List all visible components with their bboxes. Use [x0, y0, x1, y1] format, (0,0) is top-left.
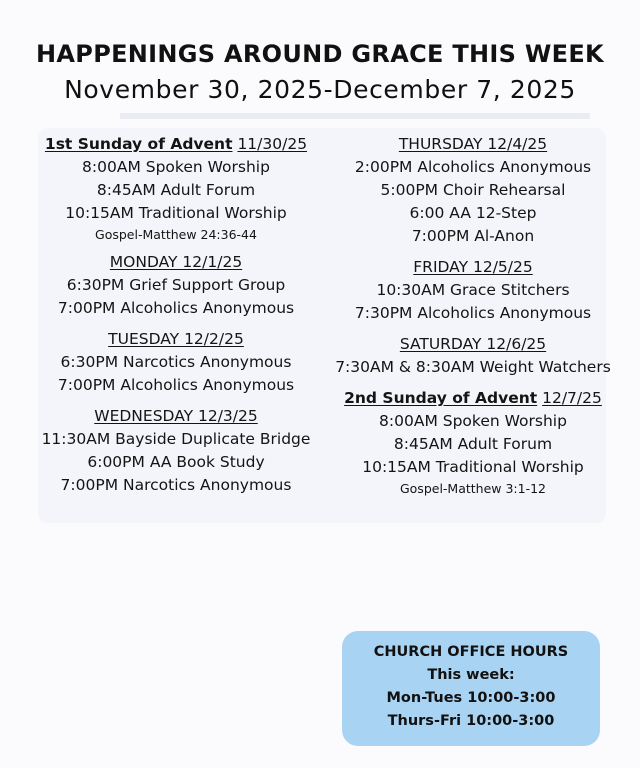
event-item: 7:30PM Alcoholics Anonymous	[354, 304, 592, 322]
day-block-monday	[28, 251, 324, 320]
day-heading-text: FRIDAY 12/5/25	[413, 258, 533, 276]
event-item: 7:00PM Al-Anon	[411, 227, 535, 245]
day-heading-text: SATURDAY 12/6/25	[399, 335, 547, 353]
event-item: 11:30AM Bayside Duplicate Bridge	[41, 430, 311, 448]
event-item: 8:45AM Adult Forum	[393, 435, 553, 453]
office-hours-subtitle: This week:	[427, 667, 515, 683]
event-item: 7:00PM Alcoholics Anonymous	[57, 376, 295, 394]
day-heading	[28, 328, 324, 351]
day-heading-text: WEDNESDAY 12/3/25	[94, 407, 258, 425]
day-heading	[323, 333, 623, 356]
day-block-thursday	[323, 133, 623, 248]
day-heading	[28, 133, 324, 156]
day-block-saturday	[323, 333, 623, 379]
bleed-through-strip	[120, 113, 590, 119]
event-item: 7:30AM & 8:30AM Weight Watchers	[335, 358, 611, 376]
day-block-advent-1	[28, 133, 324, 245]
day-heading	[323, 133, 623, 156]
gospel-reading: Gospel-Matthew 24:36-44	[95, 227, 257, 242]
event-item: 10:15AM Traditional Worship	[362, 458, 584, 476]
event-item: 8:00AM Spoken Worship	[82, 158, 270, 176]
event-item: 2:00PM Alcoholics Anonymous	[354, 158, 592, 176]
event-item: 6:00 AA 12-Step	[409, 204, 537, 222]
day-block-friday	[323, 256, 623, 325]
event-item: 8:45AM Adult Forum	[96, 181, 256, 199]
event-item: 5:00PM Choir Rehearsal	[380, 181, 566, 199]
office-hours-title: CHURCH OFFICE HOURS	[373, 644, 569, 660]
day-heading-text: THURSDAY 12/4/25	[398, 135, 548, 153]
event-item: 6:30PM Narcotics Anonymous	[60, 353, 292, 371]
day-heading	[28, 251, 324, 274]
day-heading-text: TUESDAY 12/2/25	[108, 330, 244, 348]
office-hours-line: Thurs-Fri 10:00-3:00	[387, 713, 555, 729]
gospel-reading: Gospel-Matthew 3:1-12	[399, 481, 547, 496]
day-heading	[323, 256, 623, 279]
office-hours-box	[342, 631, 600, 746]
event-item: 8:00AM Spoken Worship	[379, 412, 567, 430]
event-item: 10:15AM Traditional Worship	[65, 204, 287, 222]
day-heading-name: 2nd Sunday of Advent	[344, 389, 538, 407]
day-heading-date: 11/30/25	[237, 135, 308, 153]
day-heading-date: 12/7/25	[542, 389, 602, 407]
left-schedule-column	[28, 133, 324, 505]
day-block-tuesday	[28, 328, 324, 397]
day-heading-text: MONDAY 12/1/25	[109, 253, 243, 271]
event-item: 10:30AM Grace Stitchers	[376, 281, 570, 299]
day-block-wednesday	[28, 405, 324, 497]
right-schedule-column	[323, 133, 623, 507]
event-item: 7:00PM Alcoholics Anonymous	[57, 299, 295, 317]
office-hours-line: Mon-Tues 10:00-3:00	[386, 690, 556, 706]
event-item: 6:00PM AA Book Study	[87, 453, 265, 471]
event-item: 7:00PM Narcotics Anonymous	[60, 476, 292, 494]
day-block-advent-2	[323, 387, 623, 499]
page-title: HAPPENINGS AROUND GRACE THIS WEEK	[36, 40, 604, 68]
day-heading	[28, 405, 324, 428]
day-heading-name: 1st Sunday of Advent	[44, 135, 233, 153]
date-range: November 30, 2025-December 7, 2025	[64, 75, 576, 104]
event-item: 6:30PM Grief Support Group	[66, 276, 286, 294]
day-heading	[323, 387, 623, 410]
